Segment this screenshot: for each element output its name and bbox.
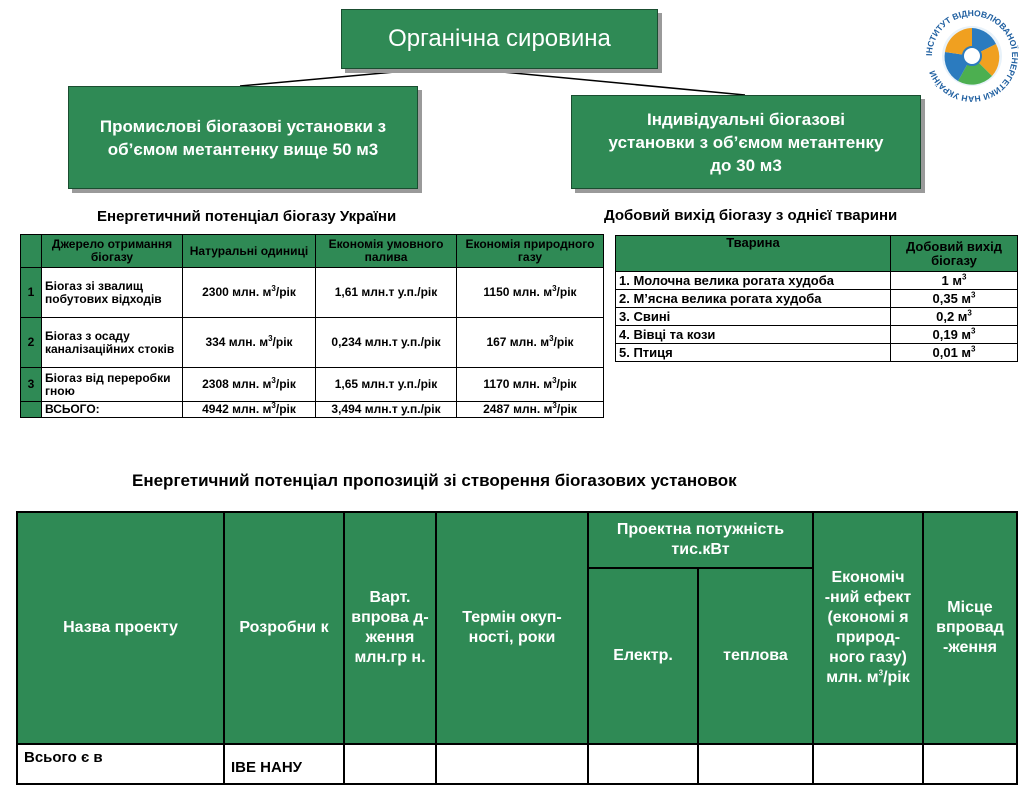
individual-biogas-box (571, 95, 921, 189)
table1-header-fuel: Економія умовного палива (316, 235, 457, 268)
table-row (616, 308, 1018, 326)
table3-header-name: Назва проекту (17, 512, 224, 744)
row-animal: 3. Свині (616, 308, 891, 326)
row-number: 3 (21, 368, 42, 402)
table-row (616, 344, 1018, 362)
total-fuel: 3,494 млн.т у.п./рік (316, 402, 457, 418)
total-label: ВСЬОГО: (42, 402, 183, 418)
top-title-box (341, 9, 658, 69)
total-natural: 4942 млн. $м^3$/рік (183, 402, 316, 418)
row-animal: 4. Вівці та кози (616, 326, 891, 344)
individual-biogas-text: Індивідуальні біогазові установки з об’ємом метантенку до 30 м3 (608, 109, 884, 175)
row-output: 0,2 $м^3$ (891, 308, 1018, 326)
industrial-biogas-text: Промислові біогазові установки з об’ємом метантенку вище 50 м3 (99, 116, 387, 159)
row-animal: 2. М’ясна велика рогата худоба (616, 290, 891, 308)
row-output: 1 $м^3$ (891, 272, 1018, 290)
row-natural: 2300 млн. $м^3$/рік (183, 268, 316, 318)
table1-caption: Енергетичний потенціал біогазу України (97, 208, 397, 225)
table3-header-place: Місце впровад -ження (923, 512, 1017, 744)
row-output: 0,01 $м^3$ (891, 344, 1018, 362)
row-natural: 334 млн. $м^3$/рік (183, 318, 316, 368)
row-fuel: 1,61 млн.т у.п./рік (316, 268, 457, 318)
table3-caption: Енергетичний потенціал пропозицій зі створення біогазових установок (132, 471, 737, 490)
row-number: 1 (21, 268, 42, 318)
industrial-biogas-box (68, 86, 418, 189)
row-fuel: 0,234 млн.т у.п./рік (316, 318, 457, 368)
row-natural: 2308 млн. $м^3$/рік (183, 368, 316, 402)
daily-biogas-table (615, 235, 1018, 362)
row-animal: 5. Птиця (616, 344, 891, 362)
table-row (616, 290, 1018, 308)
total-gas: 2487 млн. $м^3$/рік (457, 402, 604, 418)
table2-caption: Добовий вихід біогазу з однієї тварини (604, 207, 898, 224)
top-title: Органічна сировина (388, 25, 611, 52)
row-output: 0,35 $м^3$ (891, 290, 1018, 308)
table3-header-capacity: Проектна потужність тис.кВт (588, 512, 813, 568)
row-gas: 1170 млн. $м^3$/рік (457, 368, 604, 402)
biogas-potential-table (20, 234, 604, 418)
logo-ring-text: ІНСТИТУТ ВІДНОВЛЮВАНОЇ ЕНЕРГЕТИКИ НАН УКРАЇНИ (923, 7, 1021, 105)
row-project-name: Всього є в (17, 744, 224, 784)
row-gas: 167 млн. $м^3$/рік (457, 318, 604, 368)
table-row (17, 744, 1017, 784)
table3-header-effect: Економіч -ний ефект (економі я природ- ного газу) млн. $м^3$/рік (813, 512, 923, 744)
table-row (616, 326, 1018, 344)
table-row (21, 318, 604, 368)
table2-header-animal: Тварина (616, 236, 891, 272)
row-gas: 1150 млн. $м^3$/рік (457, 268, 604, 318)
table-total-row (21, 402, 604, 418)
row-developer: ІВЕ НАНУ (224, 744, 344, 784)
institute-logo (920, 4, 1024, 108)
biogas-projects-table (16, 511, 1018, 785)
row-source: Біогаз від переробки гною (42, 368, 183, 402)
row-fuel: 1,65 млн.т у.п./рік (316, 368, 457, 402)
row-source: Біогаз з осаду каналізаційних стоків (42, 318, 183, 368)
table1-header-source: Джерело отримання біогазу (42, 235, 183, 268)
table3-header-cost: Варт. впрова д- ження млн.гр н. (344, 512, 436, 744)
table2-header-output: Добовий вихід біогазу (891, 236, 1018, 272)
table-row (616, 272, 1018, 290)
table-row (21, 268, 604, 318)
table1-header-index (21, 235, 42, 268)
table3-header-thermal: теплова (698, 568, 813, 744)
row-animal: 1. Молочна велика рогата худоба (616, 272, 891, 290)
row-number: 2 (21, 318, 42, 368)
row-output: 0,19 $м^3$ (891, 326, 1018, 344)
row-source: Біогаз зі звалищ побутових відходів (42, 268, 183, 318)
table-row (21, 368, 604, 402)
table1-header-natural: Натуральні одиниці (183, 235, 316, 268)
table3-header-developer: Розробни к (224, 512, 344, 744)
table3-header-payback: Термін окуп- ності, роки (436, 512, 588, 744)
table1-header-gas: Економія природного газу (457, 235, 604, 268)
table3-header-electric: Електр. (588, 568, 698, 744)
